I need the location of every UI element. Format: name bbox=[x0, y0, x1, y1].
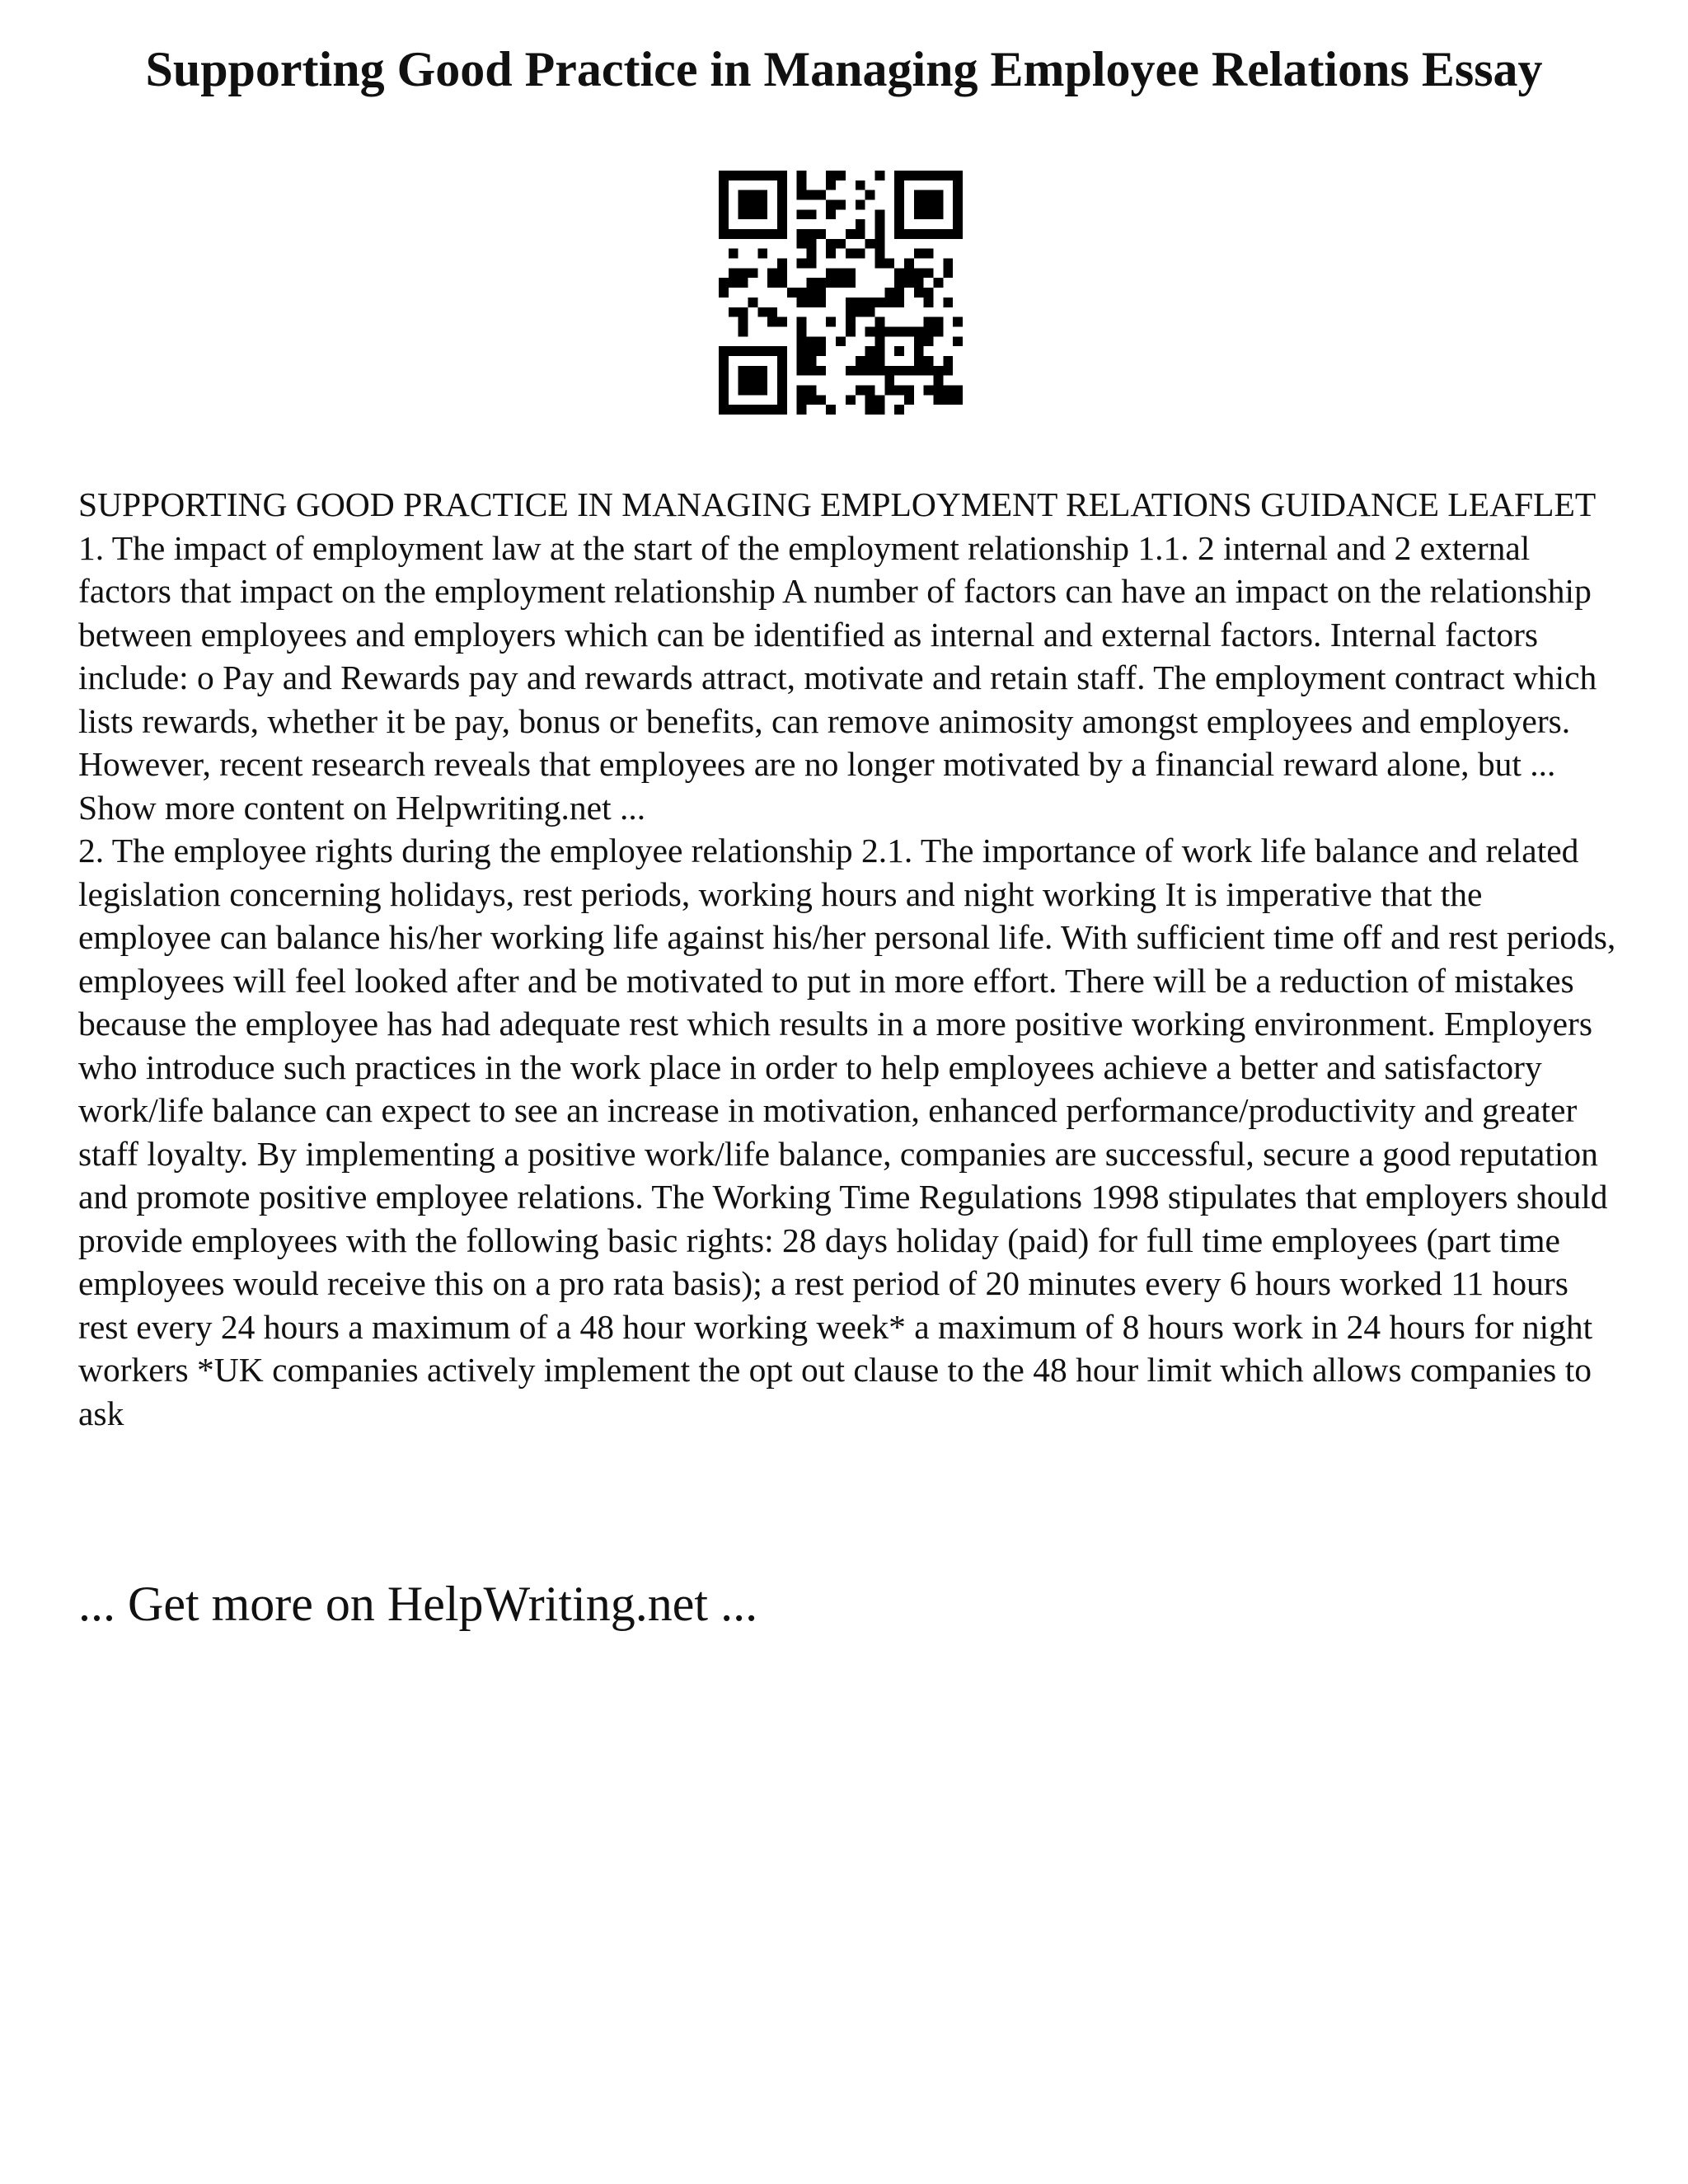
article-body bbox=[78, 483, 1624, 1435]
body-paragraph-1: SUPPORTING GOOD PRACTICE IN MANAGING EMPLOYMENT RELATIONS GUIDANCE LEAFLET 1. The impact of employment law at the start of the employment relationship 1.1. 2 internal and 2 external factors that impact on the employment relationship A number of factors can have an impact on the relationship between employees and employers which can be identified as internal and external factors. Internal factors include: o Pay and Rewards pay and rewards attract, motivate and retain staff. The employment contract which lists rewards, whether it be pay, bonus or benefits, can remove animosity amongst employees and employers. However, recent research reveals that employees are no longer motivated by a financial reward alone, but ... Show more content on Helpwriting.net ... bbox=[78, 485, 1597, 827]
page-title: Supporting Good Practice in Managing Employee Relations Essay bbox=[145, 42, 1543, 96]
body-paragraph-2: 2. The employee rights during the employee relationship 2.1. The importance of work life balance and related legislation concerning holidays, rest periods, working hours and night working It is imperative that the employee can balance his/her working life against his/her personal life. With sufficient time off and rest periods, employees will feel looked after and be motivated to put in more effort. There will be a reduction of mistakes because the employee has had adequate rest which results in a more positive working environment. Employers who introduce such practices in the work place in order to help employees achieve a better and satisfactory work/life balance can expect to see an increase in motivation, enhanced performance/productivity and greater staff loyalty. By implementing a positive work/life balance, companies are successful, secure a good reputation and promote positive employee relations. The Working Time Regulations 1998 stipulates that employers should provide employees with the following basic rights: 28 days holiday (paid) for full time employees (part time employees would receive this on a pro rata basis); a rest period of 20 minutes every 6 hours worked 11 hours rest every 24 hours a maximum of a 48 hour working week* a maximum of 8 hours work in 24 hours for night workers *UK companies actively implement the opt out clause to the 48 hour limit which allows companies to ask bbox=[78, 832, 1616, 1432]
qr-code bbox=[719, 171, 963, 415]
get-more-link[interactable]: ... Get more on HelpWriting.net ... bbox=[78, 1577, 758, 1631]
qr-code-graphic bbox=[719, 171, 963, 415]
